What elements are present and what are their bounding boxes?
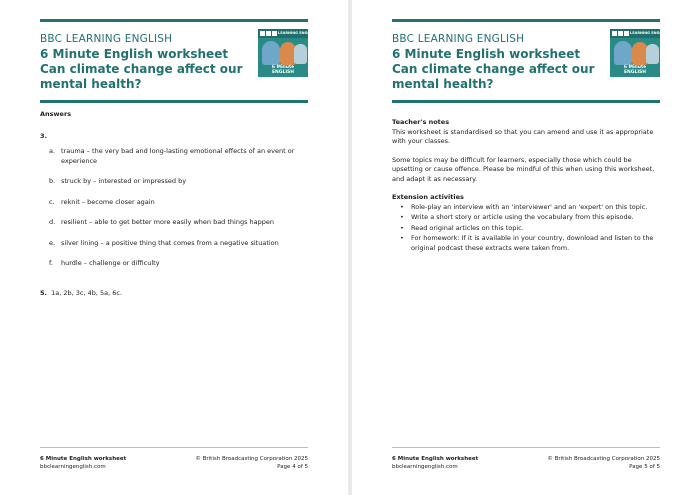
footer-left xyxy=(40,456,126,471)
bbc-logo-block xyxy=(266,31,271,36)
header-bottom-rule xyxy=(40,100,308,103)
header-top-rule xyxy=(392,19,660,22)
answer-text: trauma – the very bad and long-lasting emotional effects of an event or experience xyxy=(61,147,295,165)
title-line-3: mental health? xyxy=(392,77,494,91)
answer-text: hurdle – challenge or difficulty xyxy=(61,259,160,267)
footer-left xyxy=(392,456,478,471)
footer-page-number: Page 5 of 5 xyxy=(629,463,660,470)
answer-text: resilient – able to get better more easily when bad things happen xyxy=(61,218,275,226)
thumbnail-programme-line-1: 6 Minute xyxy=(623,65,647,70)
answer-item xyxy=(49,259,308,269)
bbc-logo-block xyxy=(272,31,277,36)
answer-item xyxy=(49,239,308,249)
question-3-label: 3. xyxy=(40,131,47,140)
worksheet-page-4 xyxy=(0,0,348,495)
list-item-text: Write a short story or article using the vocabulary from this episode. xyxy=(411,213,634,221)
question-5-label: 5. xyxy=(40,288,47,297)
decorative-shape xyxy=(294,44,307,64)
bullet-icon: • xyxy=(400,202,404,211)
worksheet-title xyxy=(40,47,250,92)
programme-thumbnail xyxy=(610,29,669,77)
answer-text: reknit – become closer again xyxy=(61,197,155,206)
footer-url: bbclearningenglish.com xyxy=(40,463,106,470)
programme-thumbnail xyxy=(258,29,317,77)
header-bottom-rule xyxy=(392,100,660,103)
footer-copyright: © British Broadcasting Corporation 2025 xyxy=(547,456,660,462)
footer-right xyxy=(547,456,660,471)
list-item xyxy=(400,224,660,234)
answer-item xyxy=(49,147,308,166)
list-item-text: Read original articles on this topic. xyxy=(411,223,524,232)
list-item xyxy=(400,213,660,223)
answer-item xyxy=(49,198,308,208)
answer-letter: b. xyxy=(49,177,56,185)
title-line-1: 6 Minute English worksheet xyxy=(40,47,229,61)
answers-heading: Answers xyxy=(40,110,72,118)
teachers-notes-paragraph-2: Some topics may be difficult for learners, especially those which could be upsetting or cause offence. Please be mindful of this when using this worksheet, and adapt it as necessary. xyxy=(392,155,655,183)
brand-label: BBC LEARNING ENGLISH xyxy=(392,33,525,45)
bullet-icon: • xyxy=(400,234,404,242)
worksheet-title xyxy=(392,47,602,92)
thumbnail-programme-name xyxy=(610,65,660,75)
list-item xyxy=(400,234,660,253)
footer-rule xyxy=(392,447,660,448)
footer-worksheet-title: 6 Minute English worksheet xyxy=(40,456,127,462)
teachers-notes-section xyxy=(392,110,660,254)
bullet-icon: • xyxy=(400,213,404,221)
bullet-icon: • xyxy=(400,223,404,232)
footer-rule xyxy=(40,447,308,448)
answer-letter: c. xyxy=(49,197,55,206)
thumbnail-programme-line-2: ENGLISH xyxy=(271,70,295,75)
footer-url: bbclearningenglish.com xyxy=(392,463,458,470)
footer-page-number: Page 4 of 5 xyxy=(277,463,308,470)
extension-activities-list xyxy=(392,203,660,254)
thumbnail-brand-text: LEARNING ENGLISH xyxy=(630,31,669,35)
presenter-figure xyxy=(614,41,632,65)
answer-item xyxy=(49,218,308,228)
header-top-rule xyxy=(40,19,308,22)
bbc-logo-block xyxy=(624,31,629,36)
answer-text: silver lining – a positive thing that comes from a negative situation xyxy=(61,238,279,247)
answer-letter: e. xyxy=(49,238,56,247)
answer-text: struck by – interested or impressed by xyxy=(61,177,187,185)
thumbnail-programme-line-2: ENGLISH xyxy=(623,70,647,75)
title-line-3: mental health? xyxy=(40,77,142,91)
teachers-notes-paragraph-1: This worksheet is standardised so that you can amend and use it as appropriate with your classes. xyxy=(392,127,654,145)
bbc-logo-block xyxy=(260,31,265,36)
bbc-logo-block xyxy=(612,31,617,36)
title-line-2: Can climate change affect our xyxy=(40,62,243,76)
list-item-text: Role-play an interview with an 'interviewer' and an 'expert' on this topic. xyxy=(411,202,648,211)
answer-list xyxy=(40,147,308,269)
thumbnail-brand-text: LEARNING ENGLISH xyxy=(278,31,317,35)
list-item xyxy=(400,203,660,213)
thumbnail-programme-line-1: 6 Minute xyxy=(271,65,295,70)
answer-letter: d. xyxy=(49,218,56,226)
list-item-text: For homework: If it is available in your country, download and listen to the original podcast these extracts were taken from. xyxy=(411,234,654,252)
thumbnail-programme-name xyxy=(258,65,308,75)
brand-label: BBC LEARNING ENGLISH xyxy=(40,33,173,45)
question-5-answer xyxy=(40,289,308,299)
footer-copyright: © British Broadcasting Corporation 2025 xyxy=(195,456,308,462)
bbc-logo-block xyxy=(618,31,623,36)
footer-right xyxy=(195,456,308,471)
answer-letter: f. xyxy=(49,259,53,267)
question-5-text: 1a, 2b, 3c, 4b, 5a, 6c. xyxy=(51,288,122,297)
extension-activities-heading: Extension activities xyxy=(392,193,464,201)
footer-worksheet-title: 6 Minute English worksheet xyxy=(392,456,479,462)
title-line-1: 6 Minute English worksheet xyxy=(392,47,581,61)
worksheet-page-5 xyxy=(352,0,700,495)
answers-section xyxy=(40,110,308,298)
decorative-shape xyxy=(646,44,659,64)
title-line-2: Can climate change affect our xyxy=(392,62,595,76)
answer-item xyxy=(49,177,308,187)
teachers-notes-heading: Teacher's notes xyxy=(392,118,450,126)
answer-letter: a. xyxy=(49,147,56,155)
presenter-figure xyxy=(262,41,280,65)
